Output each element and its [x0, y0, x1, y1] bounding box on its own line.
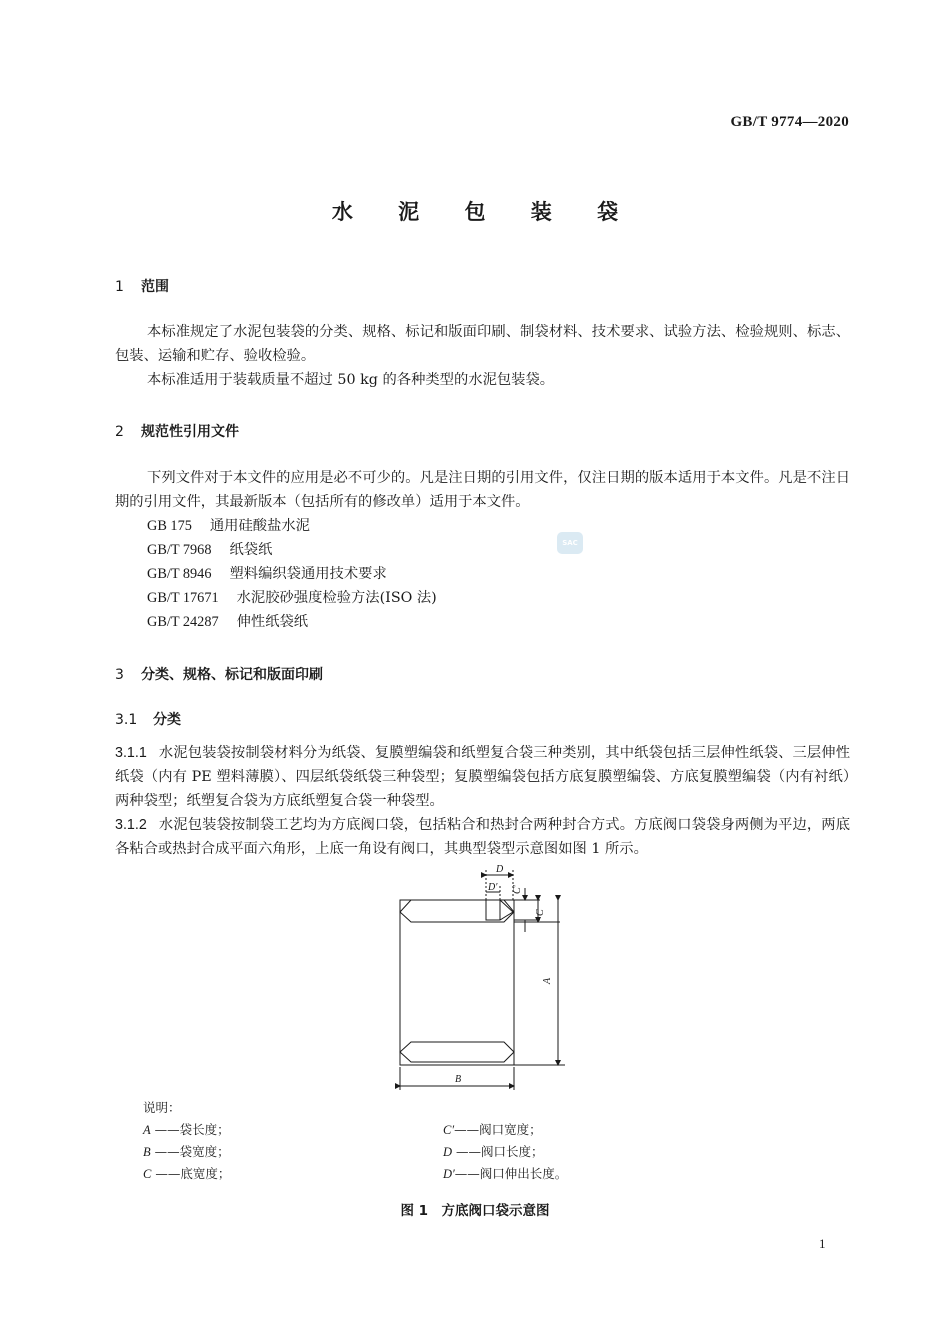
label-C-prime: C′ — [512, 885, 523, 894]
clause-text: 水泥包装袋按制袋工艺均为方底阀口袋，包括粘合和热封合两种封合方式。方底阀口袋袋身两侧为平边，两底各粘合或热封合成平面六角形，上底一角设有阀口，其典型袋型示意图如图 1 所示。 — [115, 817, 850, 857]
legend-symbol: C — [143, 1167, 152, 1181]
valve-bag-diagram — [380, 862, 580, 1097]
page-number: 1 — [819, 1236, 826, 1251]
reference-title: 纸袋纸 — [229, 542, 273, 558]
reference-code: GB/T 17671 — [147, 590, 219, 606]
legend-item — [443, 1141, 544, 1163]
reference-title: 伸性纸袋纸 — [236, 614, 309, 630]
legend-text: ——阀口宽度； — [454, 1122, 542, 1137]
figure-caption: 图 1 方底阀口袋示意图 — [400, 1203, 550, 1219]
section-1-paragraph-1: 本标准规定了水泥包装袋的分类、规格、标记和版面印刷、制袋材料、技术要求、试验方法、检验规则、标志、包装、运输和贮存、验收检验。 — [115, 324, 850, 364]
reference-item — [147, 610, 308, 634]
legend-text: ——底宽度； — [155, 1166, 231, 1181]
legend-item — [443, 1119, 542, 1141]
legend-text: ——阀口伸出长度。 — [454, 1166, 568, 1181]
label-D-prime: D′ — [488, 882, 498, 893]
section-number: 2 — [115, 424, 124, 440]
legend-symbol: D — [443, 1145, 453, 1159]
clause-3-1-2 — [115, 813, 850, 861]
reference-item — [147, 586, 437, 610]
reference-item — [147, 514, 310, 538]
reference-item — [147, 562, 387, 586]
section-2-heading — [115, 421, 239, 441]
section-3-heading — [115, 664, 323, 684]
reference-title: 塑料编织袋通用技术要求 — [229, 566, 387, 582]
legend-symbol: B — [143, 1145, 151, 1159]
section-1-heading — [115, 276, 169, 296]
clause-number: 3.1.2 — [115, 817, 147, 833]
clause-text: 水泥包装袋按制袋材料分为纸袋、复膜塑编袋和纸塑复合袋三种类别，其中纸袋包括三层伸性纸袋、三层伸性纸袋（内有 PE 塑料薄膜）、四层纸袋纸袋三种袋型；复膜塑编袋包括方底复膜塑编袋、方底复膜塑编袋（内有衬纸）两种袋型；纸塑复合袋为方底纸塑复合袋一种袋型。 — [115, 745, 850, 809]
label-A: A — [542, 977, 553, 984]
clause-3-1-1 — [115, 741, 850, 813]
reference-code: GB/T 7968 — [147, 542, 212, 558]
legend-text: ——袋宽度； — [154, 1144, 230, 1159]
reference-item — [147, 538, 272, 562]
label-B: B — [455, 1074, 462, 1085]
legend-item — [143, 1141, 230, 1163]
legend-item — [143, 1119, 230, 1141]
reference-title: 水泥胶砂强度检验方法(ISO 法) — [236, 590, 437, 606]
legend-title: 说明： — [143, 1100, 181, 1115]
bag-outline — [400, 900, 514, 1065]
standard-code: GB/T 9774—2020 — [730, 114, 849, 130]
reference-code: GB/T 8946 — [147, 566, 212, 582]
label-D: D — [496, 864, 504, 875]
legend-item — [143, 1163, 230, 1185]
section-title: 分类、规格、标记和版面印刷 — [141, 667, 323, 683]
section-number: 3 — [115, 667, 124, 683]
document-title: 水 泥 包 装 袋 — [331, 200, 638, 224]
clause-number: 3.1.1 — [115, 745, 147, 761]
label-C: C — [535, 909, 546, 916]
section-number: 3.1 — [115, 712, 138, 728]
legend-text: ——袋长度； — [154, 1122, 230, 1137]
legend-symbol: C′ — [443, 1123, 455, 1137]
reference-title: 通用硅酸盐水泥 — [209, 518, 310, 534]
section-2-paragraph: 下列文件对于本文件的应用是必不可少的。凡是注日期的引用文件，仅注日期的版本适用于本文件。凡是不注日期的引用文件，其最新版本（包括所有的修改单）适用于本文件。 — [115, 470, 850, 510]
section-title: 范围 — [141, 279, 169, 295]
section-1-paragraph-2: 本标准适用于装载质量不超过 50 kg 的各种类型的水泥包装袋。 — [147, 372, 555, 388]
legend-symbol: A — [143, 1123, 151, 1137]
section-title: 规范性引用文件 — [141, 424, 239, 440]
legend-text: ——阀口长度； — [456, 1144, 544, 1159]
top-bottom-hexagon — [400, 900, 514, 922]
legend-symbol: D′ — [443, 1167, 455, 1181]
bottom-hexagon — [400, 1042, 514, 1062]
section-title: 分类 — [153, 712, 181, 728]
sac-watermark: SAC — [557, 532, 583, 554]
section-number: 1 — [115, 279, 124, 295]
section-3-1-heading — [115, 709, 181, 729]
reference-code: GB 175 — [147, 518, 192, 534]
legend-item — [443, 1163, 567, 1185]
reference-code: GB/T 24287 — [147, 614, 219, 630]
